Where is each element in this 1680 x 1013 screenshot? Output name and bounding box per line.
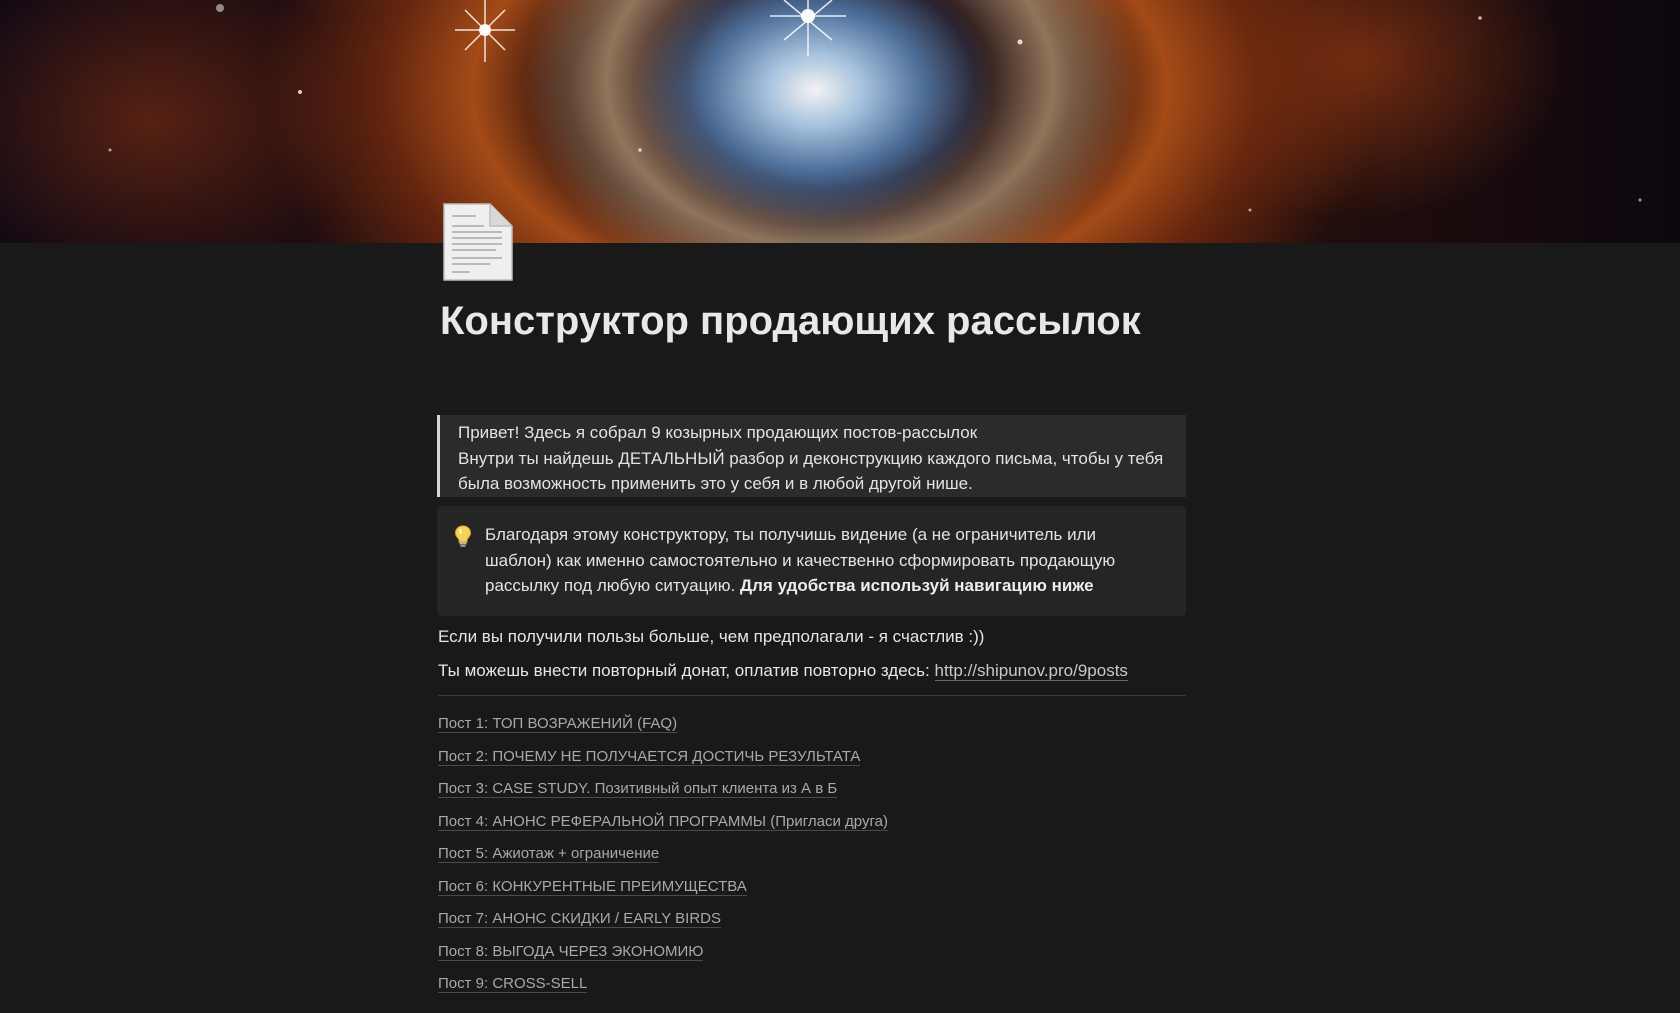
toc-link-post-3[interactable]: Пост 3: CASE STUDY. Позитивный опыт клиента из А в Б xyxy=(438,780,838,797)
toc-link-post-5[interactable]: Пост 5: Ажиотаж + ограничение xyxy=(438,845,660,862)
page-title: Конструктор продающих рассылок xyxy=(440,299,1141,343)
callout-text: Благодаря этому конструктору, ты получишь видение (а не ограничитель или шаблон) как именно самостоятельно и качественно сформировать продающую рассылку под любую ситуацию. xyxy=(485,525,1116,595)
document-icon[interactable] xyxy=(440,200,516,284)
thanks-paragraph: Если вы получили пользы больше, чем предполагали - я счастлив :)) xyxy=(438,627,985,646)
nebula-cover-image[interactable] xyxy=(0,0,1680,243)
table-of-contents xyxy=(438,712,888,1005)
callout-block xyxy=(437,506,1186,616)
toc-link-post-2[interactable]: Пост 2: ПОЧЕМУ НЕ ПОЛУЧАЕТСЯ ДОСТИЧЬ РЕЗУЛЬТАТА xyxy=(438,747,861,765)
toc-link-post-1[interactable]: Пост 1: ТОП ВОЗРАЖЕНИЙ (FAQ) xyxy=(438,715,678,732)
toc-item xyxy=(438,940,888,973)
divider xyxy=(438,695,1186,696)
toc-item xyxy=(438,907,888,940)
lightbulb-icon xyxy=(453,524,473,548)
quote-line: Привет! Здесь я собрал 9 козырных продающих постов-рассылок xyxy=(458,423,978,442)
donate-link[interactable]: http://shipunov.pro/9posts xyxy=(934,661,1128,680)
toc-item xyxy=(438,777,888,810)
toc-link-post-6[interactable]: Пост 6: КОНКУРЕНТНЫЕ ПРЕИМУЩЕСТВА xyxy=(438,877,747,895)
toc-item xyxy=(438,810,888,843)
intro-quote-block xyxy=(437,415,1186,497)
toc-item xyxy=(438,875,888,908)
quote-line: Внутри ты найдешь ДЕТАЛЬНЫЙ разбор и деконструкцию каждого письма, чтобы у тебя была возможность применить это у себя и в любой другой нише. xyxy=(458,448,1164,493)
callout-bold-text: Для удобства используй навигацию ниже xyxy=(740,576,1094,595)
star-field xyxy=(0,0,1680,243)
toc-link-post-4[interactable]: Пост 4: АНОНС РЕФЕРАЛЬНОЙ ПРОГРАММЫ (Пригласи друга) xyxy=(438,812,888,830)
donate-text: Ты можешь внести повторный донат, оплатив повторно здесь: xyxy=(438,661,930,680)
toc-link-post-9[interactable]: Пост 9: CROSS-SELL xyxy=(438,975,588,992)
toc-item xyxy=(438,712,888,745)
toc-link-post-8[interactable]: Пост 8: ВЫГОДА ЧЕРЕЗ ЭКОНОМИЮ xyxy=(438,942,704,960)
toc-item xyxy=(438,972,888,1005)
toc-item xyxy=(438,745,888,778)
toc-link-post-7[interactable]: Пост 7: АНОНС СКИДКИ / EARLY BIRDS xyxy=(438,910,722,927)
toc-item xyxy=(438,842,888,875)
donate-paragraph xyxy=(438,659,1128,683)
